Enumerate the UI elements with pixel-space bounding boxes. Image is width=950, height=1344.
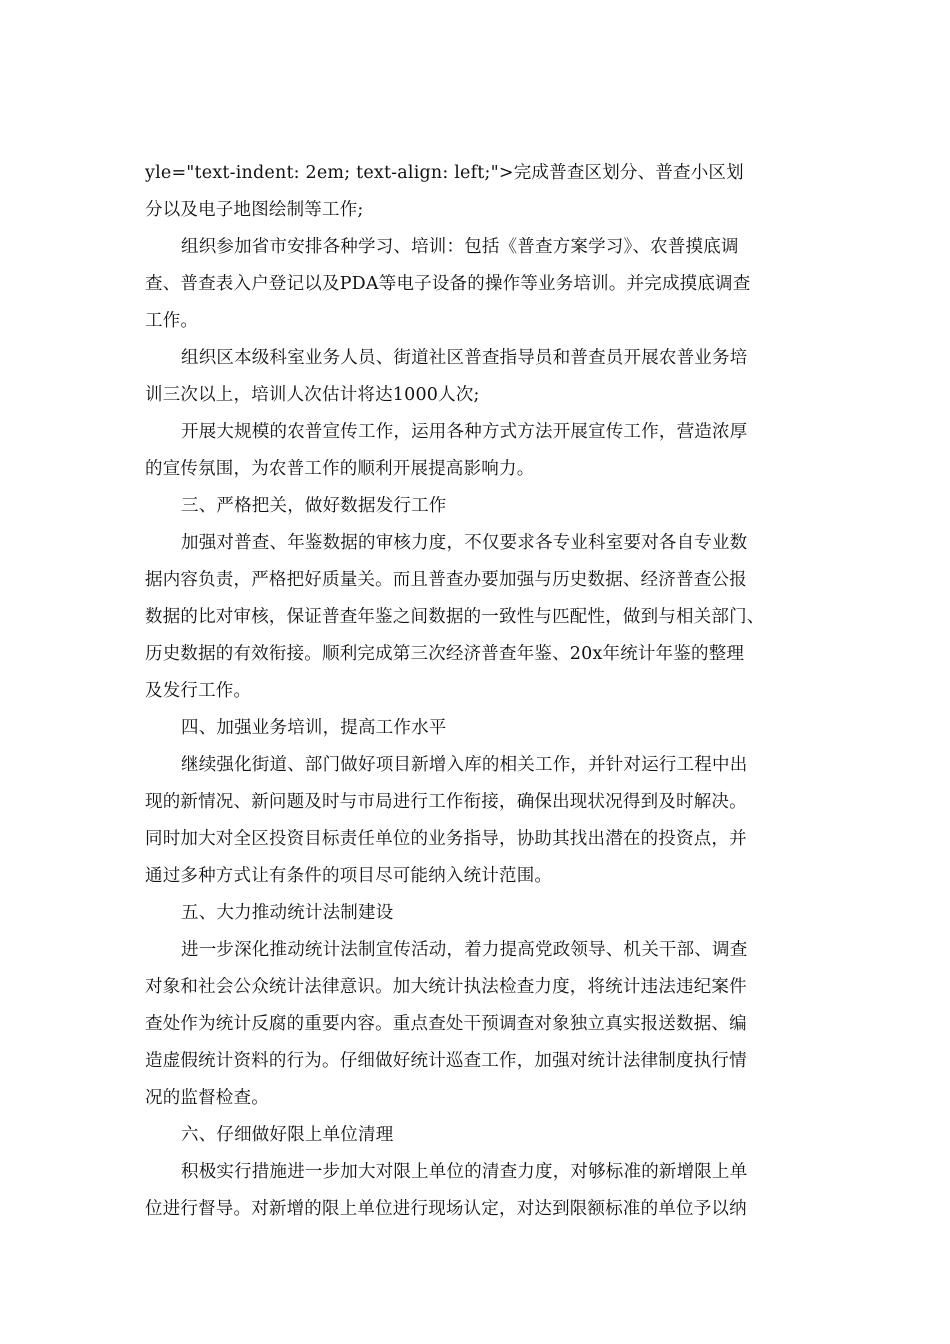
text-line: 造虚假统计资料的行为。仔细做好统计巡查工作，加强对统计法律制度执行情	[145, 1051, 747, 1071]
text-line: 通过多种方式让有条件的项目尽可能纳入统计范围。	[145, 866, 553, 886]
text-line: 查、普查表入户登记以及PDA等电子设备的操作等业务培训。并完成摸底调查	[145, 274, 751, 294]
text-line: 位进行督导。对新增的限上单位进行现场认定，对达到限额标准的单位予以纳	[145, 1199, 747, 1219]
text-line: 的宣传氛围，为农普工作的顺利开展提高影响力。	[145, 459, 535, 479]
text-line: 训三次以上，培训人次估计将达1000人次;	[145, 385, 480, 405]
text-line: 开展大规模的农普宣传工作，运用各种方式方法开展宣传工作，营造浓厚	[181, 422, 748, 442]
text-line: 历史数据的有效衔接。顺利完成第三次经济普查年鉴、20x年统计年鉴的整理	[145, 644, 745, 664]
text-line: 工作。	[145, 311, 199, 331]
text-line: 及发行工作。	[145, 681, 252, 701]
text-line: 继续强化街道、部门做好项目新增入库的相关工作，并针对运行工程中出	[181, 755, 748, 775]
text-line: 进一步深化推动统计法制宣传活动，着力提高党政领导、机关干部、调查	[181, 940, 748, 960]
text-line: 四、加强业务培训，提高工作水平	[181, 718, 447, 738]
document-body	[145, 155, 805, 1228]
text-line: 组织区本级科室业务人员、街道社区普查指导员和普查员开展农普业务培	[181, 348, 748, 368]
text-line: 对象和社会公众统计法律意识。加大统计执法检查力度，将统计违法违纪案件	[145, 977, 747, 997]
text-line: 三、严格把关，做好数据发行工作	[181, 496, 447, 516]
text-line: 加强对普查、年鉴数据的审核力度，不仅要求各专业科室要对各自专业数	[181, 533, 748, 553]
text-line: 数据的比对审核，保证普查年鉴之间数据的一致性与匹配性，做到与相关部门、	[145, 607, 765, 627]
text-line: 五、大力推动统计法制建设	[181, 903, 394, 923]
text-line: yle="text-indent: 2em; text-align: left;">完成普查区划分、普查小区划	[145, 163, 744, 183]
text-line: 分以及电子地图绘制等工作;	[145, 200, 364, 220]
text-line: 据内容负责，严格把好质量关。而且普查办要加强与历史数据、经济普查公报	[145, 570, 747, 590]
text-line: 积极实行措施进一步加大对限上单位的清查力度，对够标准的新增限上单	[181, 1162, 748, 1182]
text-line: 况的监督检查。	[145, 1088, 269, 1108]
text-line: 现的新情况、新问题及时与市局进行工作衔接，确保出现状况得到及时解决。	[145, 792, 747, 812]
text-line: 组织参加省市安排各种学习、培训：包括《普查方案学习》、农普摸底调	[181, 237, 739, 257]
text-line: 六、仔细做好限上单位清理	[181, 1125, 394, 1145]
text-line: 同时加大对全区投资目标责任单位的业务指导，协助其找出潜在的投资点，并	[145, 829, 747, 849]
text-line: 查处作为统计反腐的重要内容。重点查处干预调查对象独立真实报送数据、编	[145, 1014, 747, 1034]
